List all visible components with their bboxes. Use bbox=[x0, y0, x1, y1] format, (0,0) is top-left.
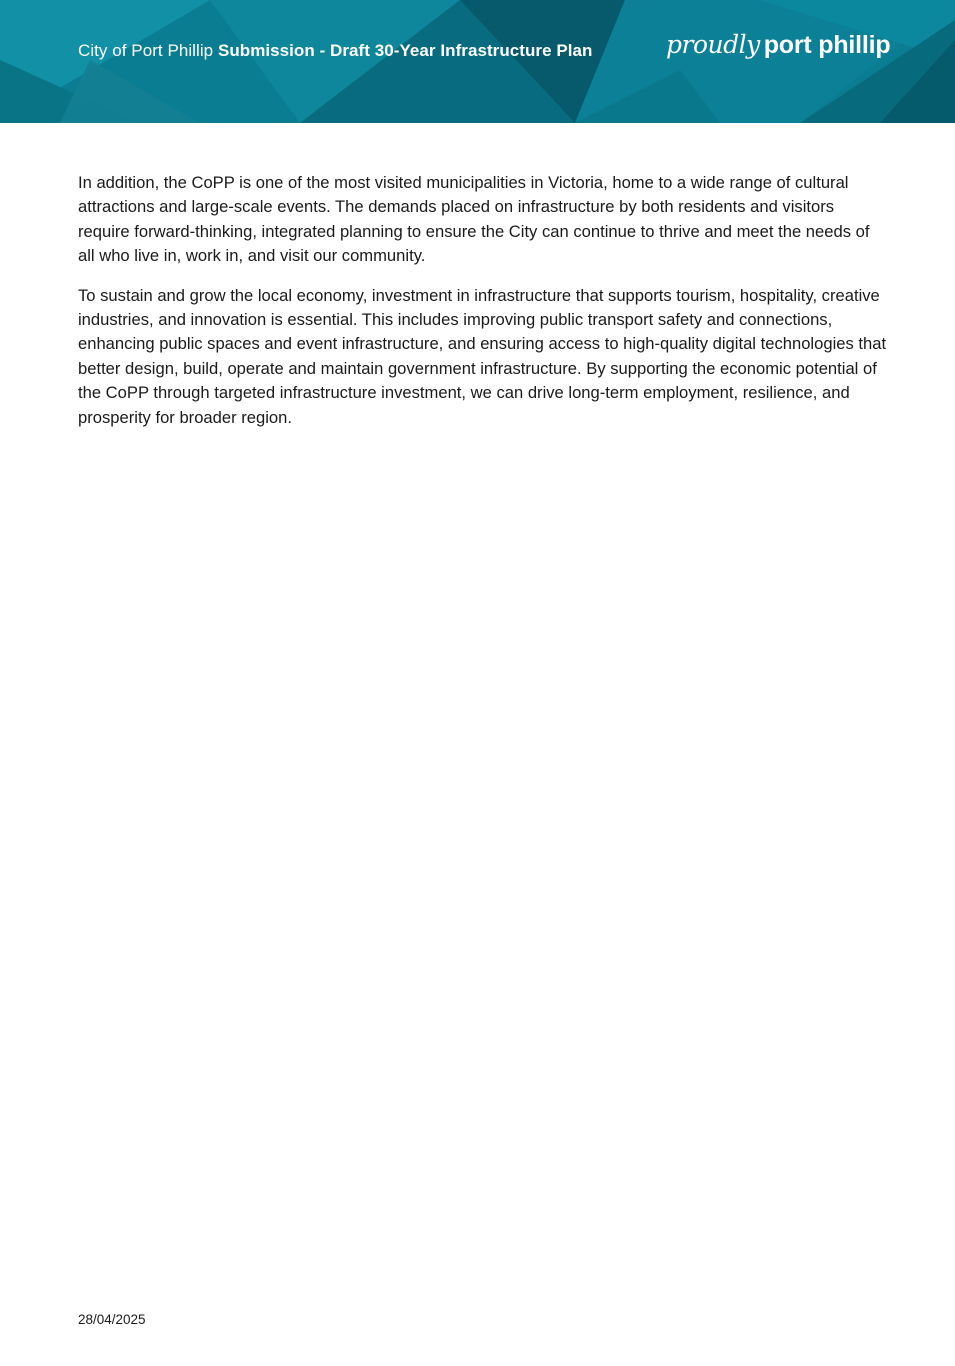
logo-script-text: proudly bbox=[666, 30, 760, 59]
document-header-title bbox=[78, 40, 592, 62]
header-title-prefix: City of Port Phillip bbox=[78, 41, 214, 60]
body-paragraph-1: In addition, the CoPP is one of the most visited municipalities in Victoria, home to a wide range of cultural attractions and large-scale events. The demands placed on infrastructure by both residents and visitors require forward-thinking, integrated planning to ensure the City can continue to thrive and meet the needs of all who live in, work in, and visit our community. bbox=[78, 173, 870, 266]
header-banner bbox=[0, 0, 955, 123]
footer-date: 28/04/2025 bbox=[78, 1312, 146, 1327]
body-paragraph-2: To sustain and grow the local economy, investment in infrastructure that supports tourism, hospitality, creative industries, and innovation is essential. This includes improving public transport safety and connections, enhancing public spaces and event infrastructure, and ensuring access to high-quality digital technologies that better design, build, operate and maintain government infrastructure. By supporting the economic potential of the CoPP through targeted infrastructure investment, we can drive long-term employment, resilience, and prosperity for broader region. bbox=[78, 285, 887, 427]
header-title-main: Submission - Draft 30-Year Infrastructure Plan bbox=[217, 41, 593, 60]
proudly-port-phillip-logo bbox=[666, 30, 890, 76]
document-body bbox=[78, 171, 888, 445]
logo-bold-text: port phillip bbox=[763, 31, 891, 59]
